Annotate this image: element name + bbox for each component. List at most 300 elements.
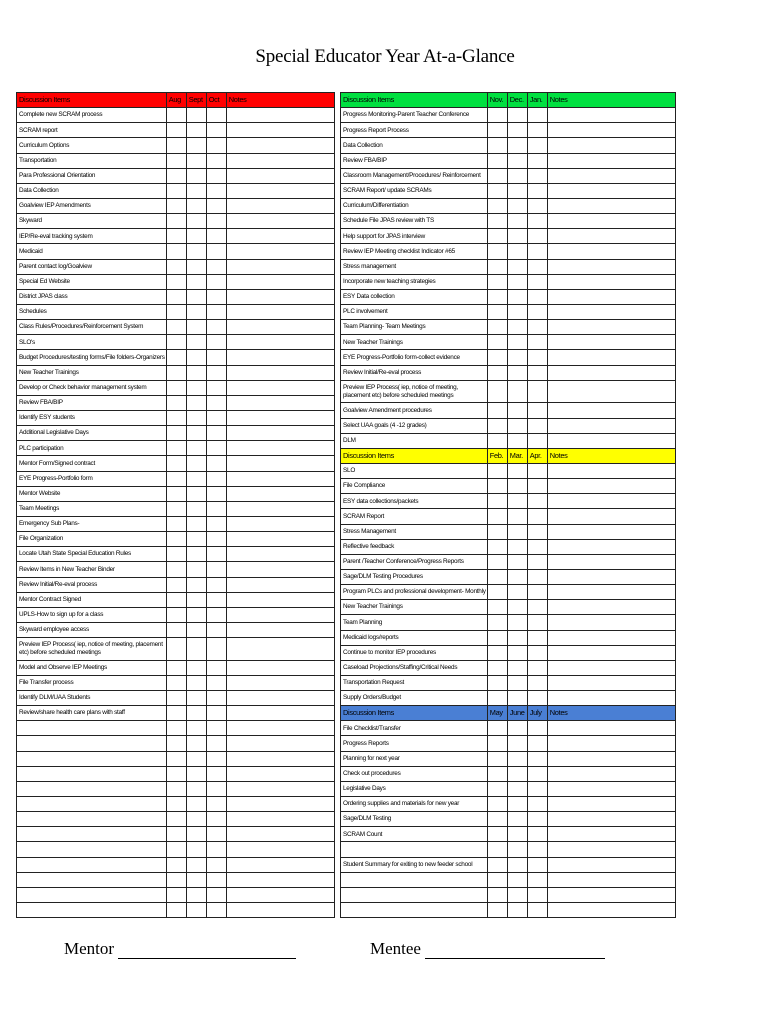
month-check-cell[interactable]: [166, 456, 186, 471]
notes-cell[interactable]: [226, 547, 334, 562]
month-check-cell[interactable]: [186, 812, 206, 827]
month-check-cell[interactable]: [206, 350, 226, 365]
month-check-cell[interactable]: [166, 123, 186, 138]
notes-cell[interactable]: [226, 244, 334, 259]
month-check-cell[interactable]: [206, 562, 226, 577]
month-check-cell[interactable]: [186, 441, 206, 456]
notes-cell[interactable]: [226, 622, 334, 637]
month-check-cell[interactable]: [527, 380, 547, 403]
month-check-cell[interactable]: [206, 289, 226, 304]
month-check-cell[interactable]: [186, 365, 206, 380]
month-check-cell[interactable]: [186, 638, 206, 661]
month-check-cell[interactable]: [206, 827, 226, 842]
month-check-cell[interactable]: [507, 418, 527, 433]
month-check-cell[interactable]: [206, 872, 226, 887]
month-check-cell[interactable]: [507, 524, 527, 539]
month-check-cell[interactable]: [206, 198, 226, 213]
month-check-cell[interactable]: [487, 494, 507, 509]
month-check-cell[interactable]: [206, 259, 226, 274]
month-check-cell[interactable]: [186, 887, 206, 902]
notes-cell[interactable]: [226, 153, 334, 168]
month-check-cell[interactable]: [206, 138, 226, 153]
month-check-cell[interactable]: [206, 887, 226, 902]
notes-cell[interactable]: [547, 600, 675, 615]
month-check-cell[interactable]: [206, 380, 226, 395]
month-check-cell[interactable]: [527, 827, 547, 842]
month-check-cell[interactable]: [166, 426, 186, 441]
month-check-cell[interactable]: [186, 183, 206, 198]
month-check-cell[interactable]: [186, 857, 206, 872]
month-check-cell[interactable]: [186, 706, 206, 721]
month-check-cell[interactable]: [487, 630, 507, 645]
month-check-cell[interactable]: [186, 781, 206, 796]
month-check-cell[interactable]: [206, 766, 226, 781]
month-check-cell[interactable]: [206, 486, 226, 501]
month-check-cell[interactable]: [527, 645, 547, 660]
notes-cell[interactable]: [226, 123, 334, 138]
notes-cell[interactable]: [226, 766, 334, 781]
notes-cell[interactable]: [547, 903, 675, 918]
month-check-cell[interactable]: [527, 214, 547, 229]
month-check-cell[interactable]: [527, 903, 547, 918]
month-check-cell[interactable]: [186, 168, 206, 183]
notes-cell[interactable]: [226, 607, 334, 622]
month-check-cell[interactable]: [487, 585, 507, 600]
notes-cell[interactable]: [547, 857, 675, 872]
month-check-cell[interactable]: [527, 479, 547, 494]
month-check-cell[interactable]: [166, 842, 186, 857]
notes-cell[interactable]: [226, 751, 334, 766]
notes-cell[interactable]: [547, 198, 675, 213]
notes-cell[interactable]: [547, 350, 675, 365]
month-check-cell[interactable]: [206, 532, 226, 547]
month-check-cell[interactable]: [527, 304, 547, 319]
month-check-cell[interactable]: [206, 426, 226, 441]
month-check-cell[interactable]: [166, 138, 186, 153]
notes-cell[interactable]: [226, 660, 334, 675]
month-check-cell[interactable]: [166, 812, 186, 827]
notes-cell[interactable]: [226, 214, 334, 229]
month-check-cell[interactable]: [166, 622, 186, 637]
month-check-cell[interactable]: [206, 471, 226, 486]
month-check-cell[interactable]: [527, 539, 547, 554]
notes-cell[interactable]: [547, 229, 675, 244]
month-check-cell[interactable]: [487, 857, 507, 872]
notes-cell[interactable]: [547, 274, 675, 289]
month-check-cell[interactable]: [166, 660, 186, 675]
month-check-cell[interactable]: [487, 229, 507, 244]
month-check-cell[interactable]: [487, 108, 507, 123]
month-check-cell[interactable]: [206, 410, 226, 425]
month-check-cell[interactable]: [186, 229, 206, 244]
month-check-cell[interactable]: [527, 660, 547, 675]
month-check-cell[interactable]: [186, 827, 206, 842]
month-check-cell[interactable]: [527, 198, 547, 213]
notes-cell[interactable]: [226, 365, 334, 380]
notes-cell[interactable]: [226, 335, 334, 350]
month-check-cell[interactable]: [527, 812, 547, 827]
month-check-cell[interactable]: [166, 547, 186, 562]
notes-cell[interactable]: [547, 380, 675, 403]
month-check-cell[interactable]: [166, 501, 186, 516]
notes-cell[interactable]: [547, 721, 675, 736]
month-check-cell[interactable]: [487, 524, 507, 539]
month-check-cell[interactable]: [206, 274, 226, 289]
month-check-cell[interactable]: [507, 751, 527, 766]
month-check-cell[interactable]: [527, 630, 547, 645]
month-check-cell[interactable]: [186, 304, 206, 319]
month-check-cell[interactable]: [206, 781, 226, 796]
month-check-cell[interactable]: [487, 812, 507, 827]
month-check-cell[interactable]: [507, 403, 527, 418]
month-check-cell[interactable]: [186, 751, 206, 766]
month-check-cell[interactable]: [186, 350, 206, 365]
month-check-cell[interactable]: [186, 872, 206, 887]
month-check-cell[interactable]: [487, 350, 507, 365]
month-check-cell[interactable]: [507, 645, 527, 660]
month-check-cell[interactable]: [507, 183, 527, 198]
month-check-cell[interactable]: [507, 350, 527, 365]
month-check-cell[interactable]: [507, 781, 527, 796]
month-check-cell[interactable]: [206, 441, 226, 456]
month-check-cell[interactable]: [507, 660, 527, 675]
notes-cell[interactable]: [226, 797, 334, 812]
month-check-cell[interactable]: [166, 751, 186, 766]
month-check-cell[interactable]: [527, 335, 547, 350]
notes-cell[interactable]: [547, 660, 675, 675]
month-check-cell[interactable]: [186, 532, 206, 547]
month-check-cell[interactable]: [507, 569, 527, 584]
month-check-cell[interactable]: [507, 320, 527, 335]
month-check-cell[interactable]: [507, 887, 527, 902]
month-check-cell[interactable]: [166, 168, 186, 183]
month-check-cell[interactable]: [186, 471, 206, 486]
month-check-cell[interactable]: [507, 365, 527, 380]
mentee-signature-line[interactable]: [425, 942, 605, 959]
month-check-cell[interactable]: [206, 706, 226, 721]
month-check-cell[interactable]: [487, 274, 507, 289]
month-check-cell[interactable]: [206, 168, 226, 183]
month-check-cell[interactable]: [186, 797, 206, 812]
month-check-cell[interactable]: [186, 562, 206, 577]
notes-cell[interactable]: [226, 168, 334, 183]
month-check-cell[interactable]: [527, 274, 547, 289]
notes-cell[interactable]: [226, 577, 334, 592]
month-check-cell[interactable]: [487, 463, 507, 478]
month-check-cell[interactable]: [166, 532, 186, 547]
notes-cell[interactable]: [226, 183, 334, 198]
month-check-cell[interactable]: [487, 380, 507, 403]
notes-cell[interactable]: [547, 585, 675, 600]
month-check-cell[interactable]: [186, 259, 206, 274]
notes-cell[interactable]: [226, 592, 334, 607]
notes-cell[interactable]: [226, 229, 334, 244]
month-check-cell[interactable]: [206, 501, 226, 516]
month-check-cell[interactable]: [507, 274, 527, 289]
month-check-cell[interactable]: [487, 335, 507, 350]
notes-cell[interactable]: [547, 887, 675, 902]
notes-cell[interactable]: [226, 516, 334, 531]
month-check-cell[interactable]: [487, 903, 507, 918]
month-check-cell[interactable]: [186, 426, 206, 441]
month-check-cell[interactable]: [166, 903, 186, 918]
month-check-cell[interactable]: [507, 229, 527, 244]
month-check-cell[interactable]: [206, 123, 226, 138]
month-check-cell[interactable]: [166, 183, 186, 198]
notes-cell[interactable]: [547, 494, 675, 509]
month-check-cell[interactable]: [487, 509, 507, 524]
month-check-cell[interactable]: [527, 736, 547, 751]
notes-cell[interactable]: [547, 335, 675, 350]
month-check-cell[interactable]: [527, 615, 547, 630]
month-check-cell[interactable]: [206, 577, 226, 592]
month-check-cell[interactable]: [166, 766, 186, 781]
month-check-cell[interactable]: [507, 380, 527, 403]
month-check-cell[interactable]: [186, 691, 206, 706]
notes-cell[interactable]: [547, 872, 675, 887]
month-check-cell[interactable]: [186, 501, 206, 516]
month-check-cell[interactable]: [487, 304, 507, 319]
month-check-cell[interactable]: [166, 781, 186, 796]
month-check-cell[interactable]: [527, 494, 547, 509]
month-check-cell[interactable]: [487, 433, 507, 448]
notes-cell[interactable]: [226, 441, 334, 456]
notes-cell[interactable]: [226, 675, 334, 690]
month-check-cell[interactable]: [166, 395, 186, 410]
month-check-cell[interactable]: [206, 842, 226, 857]
month-check-cell[interactable]: [507, 479, 527, 494]
month-check-cell[interactable]: [166, 638, 186, 661]
month-check-cell[interactable]: [166, 721, 186, 736]
notes-cell[interactable]: [226, 426, 334, 441]
notes-cell[interactable]: [547, 183, 675, 198]
month-check-cell[interactable]: [206, 751, 226, 766]
month-check-cell[interactable]: [527, 433, 547, 448]
month-check-cell[interactable]: [507, 630, 527, 645]
notes-cell[interactable]: [226, 721, 334, 736]
month-check-cell[interactable]: [487, 168, 507, 183]
month-check-cell[interactable]: [186, 577, 206, 592]
month-check-cell[interactable]: [206, 456, 226, 471]
month-check-cell[interactable]: [487, 554, 507, 569]
notes-cell[interactable]: [547, 766, 675, 781]
month-check-cell[interactable]: [507, 675, 527, 690]
notes-cell[interactable]: [226, 781, 334, 796]
month-check-cell[interactable]: [507, 289, 527, 304]
month-check-cell[interactable]: [166, 274, 186, 289]
month-check-cell[interactable]: [186, 903, 206, 918]
notes-cell[interactable]: [226, 736, 334, 751]
notes-cell[interactable]: [547, 244, 675, 259]
month-check-cell[interactable]: [487, 365, 507, 380]
notes-cell[interactable]: [547, 320, 675, 335]
month-check-cell[interactable]: [186, 842, 206, 857]
month-check-cell[interactable]: [487, 736, 507, 751]
month-check-cell[interactable]: [166, 857, 186, 872]
month-check-cell[interactable]: [507, 108, 527, 123]
month-check-cell[interactable]: [527, 569, 547, 584]
month-check-cell[interactable]: [166, 872, 186, 887]
month-check-cell[interactable]: [527, 554, 547, 569]
month-check-cell[interactable]: [206, 622, 226, 637]
notes-cell[interactable]: [226, 638, 334, 661]
month-check-cell[interactable]: [527, 403, 547, 418]
notes-cell[interactable]: [226, 812, 334, 827]
notes-cell[interactable]: [226, 410, 334, 425]
month-check-cell[interactable]: [206, 812, 226, 827]
notes-cell[interactable]: [547, 539, 675, 554]
month-check-cell[interactable]: [507, 600, 527, 615]
month-check-cell[interactable]: [166, 736, 186, 751]
notes-cell[interactable]: [226, 274, 334, 289]
notes-cell[interactable]: [226, 456, 334, 471]
month-check-cell[interactable]: [507, 335, 527, 350]
month-check-cell[interactable]: [206, 153, 226, 168]
month-check-cell[interactable]: [527, 675, 547, 690]
month-check-cell[interactable]: [507, 138, 527, 153]
month-check-cell[interactable]: [527, 168, 547, 183]
month-check-cell[interactable]: [527, 585, 547, 600]
month-check-cell[interactable]: [166, 320, 186, 335]
month-check-cell[interactable]: [487, 842, 507, 857]
month-check-cell[interactable]: [507, 214, 527, 229]
month-check-cell[interactable]: [186, 153, 206, 168]
month-check-cell[interactable]: [166, 887, 186, 902]
notes-cell[interactable]: [226, 706, 334, 721]
month-check-cell[interactable]: [487, 887, 507, 902]
notes-cell[interactable]: [547, 433, 675, 448]
month-check-cell[interactable]: [527, 751, 547, 766]
month-check-cell[interactable]: [166, 592, 186, 607]
month-check-cell[interactable]: [166, 706, 186, 721]
month-check-cell[interactable]: [487, 244, 507, 259]
notes-cell[interactable]: [547, 569, 675, 584]
notes-cell[interactable]: [226, 108, 334, 123]
notes-cell[interactable]: [547, 138, 675, 153]
month-check-cell[interactable]: [166, 607, 186, 622]
month-check-cell[interactable]: [166, 350, 186, 365]
month-check-cell[interactable]: [166, 304, 186, 319]
month-check-cell[interactable]: [206, 691, 226, 706]
month-check-cell[interactable]: [527, 857, 547, 872]
mentor-signature-line[interactable]: [118, 942, 296, 959]
month-check-cell[interactable]: [487, 766, 507, 781]
notes-cell[interactable]: [226, 562, 334, 577]
notes-cell[interactable]: [547, 108, 675, 123]
month-check-cell[interactable]: [186, 289, 206, 304]
month-check-cell[interactable]: [166, 471, 186, 486]
month-check-cell[interactable]: [206, 183, 226, 198]
notes-cell[interactable]: [547, 153, 675, 168]
notes-cell[interactable]: [226, 827, 334, 842]
month-check-cell[interactable]: [487, 153, 507, 168]
notes-cell[interactable]: [226, 903, 334, 918]
month-check-cell[interactable]: [507, 857, 527, 872]
month-check-cell[interactable]: [507, 691, 527, 706]
month-check-cell[interactable]: [487, 600, 507, 615]
month-check-cell[interactable]: [186, 123, 206, 138]
month-check-cell[interactable]: [186, 456, 206, 471]
month-check-cell[interactable]: [166, 335, 186, 350]
month-check-cell[interactable]: [487, 615, 507, 630]
month-check-cell[interactable]: [527, 123, 547, 138]
month-check-cell[interactable]: [166, 153, 186, 168]
notes-cell[interactable]: [226, 857, 334, 872]
notes-cell[interactable]: [547, 304, 675, 319]
notes-cell[interactable]: [547, 675, 675, 690]
month-check-cell[interactable]: [507, 615, 527, 630]
month-check-cell[interactable]: [527, 797, 547, 812]
month-check-cell[interactable]: [487, 827, 507, 842]
month-check-cell[interactable]: [206, 675, 226, 690]
notes-cell[interactable]: [226, 350, 334, 365]
notes-cell[interactable]: [547, 524, 675, 539]
month-check-cell[interactable]: [206, 903, 226, 918]
month-check-cell[interactable]: [166, 214, 186, 229]
notes-cell[interactable]: [226, 842, 334, 857]
notes-cell[interactable]: [547, 797, 675, 812]
notes-cell[interactable]: [547, 827, 675, 842]
month-check-cell[interactable]: [487, 320, 507, 335]
month-check-cell[interactable]: [507, 554, 527, 569]
month-check-cell[interactable]: [166, 365, 186, 380]
month-check-cell[interactable]: [166, 675, 186, 690]
month-check-cell[interactable]: [527, 365, 547, 380]
month-check-cell[interactable]: [507, 168, 527, 183]
month-check-cell[interactable]: [206, 304, 226, 319]
notes-cell[interactable]: [226, 501, 334, 516]
notes-cell[interactable]: [226, 471, 334, 486]
month-check-cell[interactable]: [487, 872, 507, 887]
month-check-cell[interactable]: [507, 903, 527, 918]
month-check-cell[interactable]: [206, 244, 226, 259]
notes-cell[interactable]: [547, 168, 675, 183]
month-check-cell[interactable]: [507, 842, 527, 857]
month-check-cell[interactable]: [487, 259, 507, 274]
notes-cell[interactable]: [547, 289, 675, 304]
month-check-cell[interactable]: [507, 736, 527, 751]
month-check-cell[interactable]: [166, 289, 186, 304]
month-check-cell[interactable]: [487, 675, 507, 690]
notes-cell[interactable]: [547, 123, 675, 138]
month-check-cell[interactable]: [166, 562, 186, 577]
month-check-cell[interactable]: [186, 721, 206, 736]
notes-cell[interactable]: [547, 554, 675, 569]
notes-cell[interactable]: [547, 812, 675, 827]
month-check-cell[interactable]: [186, 214, 206, 229]
month-check-cell[interactable]: [487, 721, 507, 736]
month-check-cell[interactable]: [206, 638, 226, 661]
month-check-cell[interactable]: [527, 600, 547, 615]
month-check-cell[interactable]: [527, 524, 547, 539]
month-check-cell[interactable]: [186, 244, 206, 259]
notes-cell[interactable]: [547, 736, 675, 751]
month-check-cell[interactable]: [206, 547, 226, 562]
notes-cell[interactable]: [547, 781, 675, 796]
month-check-cell[interactable]: [166, 229, 186, 244]
month-check-cell[interactable]: [527, 183, 547, 198]
month-check-cell[interactable]: [186, 395, 206, 410]
month-check-cell[interactable]: [487, 214, 507, 229]
month-check-cell[interactable]: [186, 660, 206, 675]
month-check-cell[interactable]: [166, 441, 186, 456]
month-check-cell[interactable]: [507, 304, 527, 319]
month-check-cell[interactable]: [487, 569, 507, 584]
month-check-cell[interactable]: [507, 259, 527, 274]
notes-cell[interactable]: [547, 365, 675, 380]
month-check-cell[interactable]: [507, 827, 527, 842]
month-check-cell[interactable]: [487, 183, 507, 198]
